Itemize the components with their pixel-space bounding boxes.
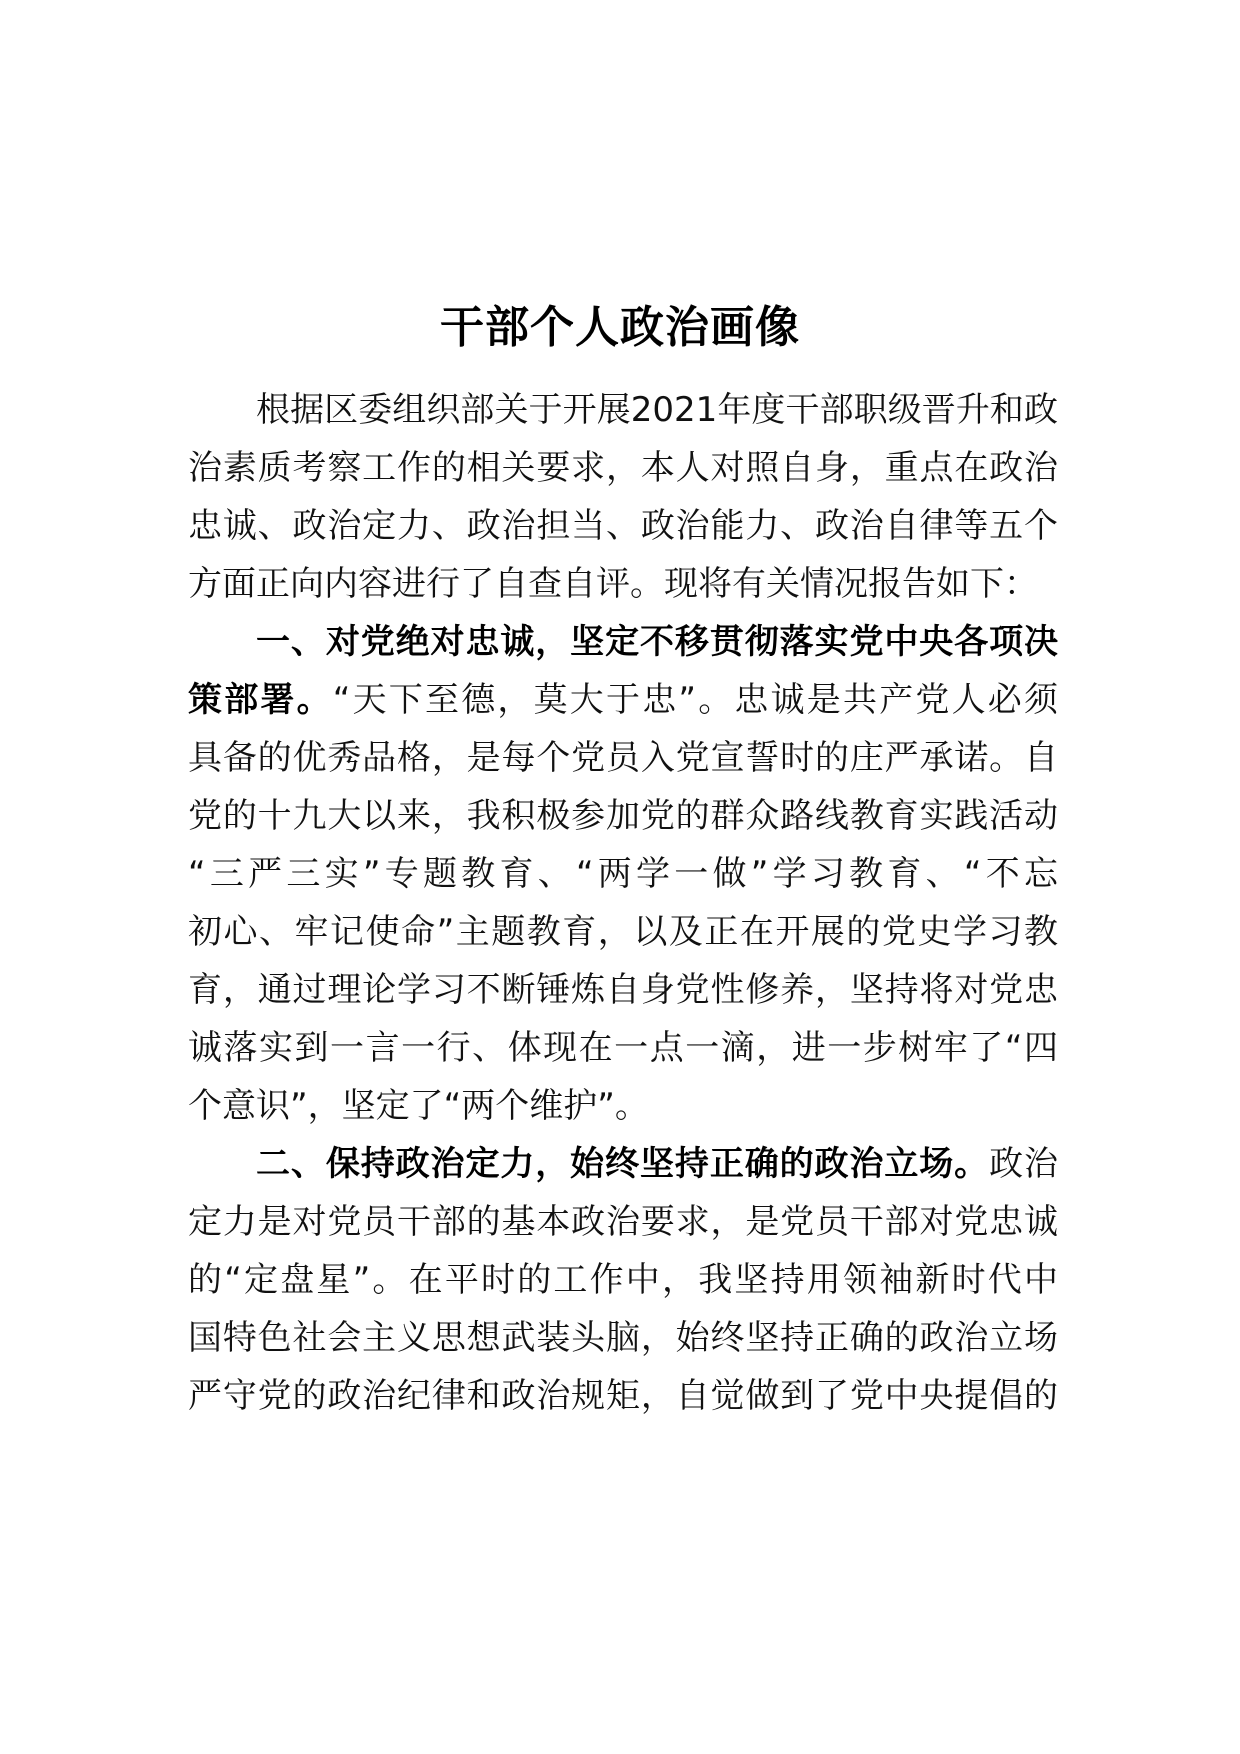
line-text: 诚落实到一言一行、体现在一点一滴，进一步树牢了“四 xyxy=(188,1028,1058,1068)
paragraph-line xyxy=(188,842,1058,906)
document-title: 干部个人政治画像 xyxy=(440,302,800,353)
line-text: 的“定盘星”。在平时的工作中，我坚持用领袖新时代中 xyxy=(188,1260,1058,1300)
line-text: 治素质考察工作的相关要求，本人对照自身，重点在政治 xyxy=(188,448,1058,488)
line-text: 根据区委组织部关于开展2021年度干部职级晋升和政 xyxy=(256,390,1058,430)
line-text: “三严三实”专题教育、“两学一做”学习教育、“不忘 xyxy=(188,854,1058,894)
paragraph-line xyxy=(256,378,1058,442)
line-text: 忠诚、政治定力、政治担当、政治能力、政治自律等五个 xyxy=(188,506,1058,546)
paragraph-line xyxy=(188,494,1058,558)
paragraph-line xyxy=(188,1364,1058,1428)
paragraph-line xyxy=(188,1248,1058,1312)
section-heading: 一、对党绝对忠诚，坚定不移贯彻落实党中央各项决 xyxy=(256,622,1058,662)
paragraph-line xyxy=(188,1016,1058,1080)
paragraph-line xyxy=(188,784,1058,848)
section-heading-line xyxy=(256,1132,1058,1196)
line-text: 方面正向内容进行了自查自评。现将有关情况报告如下： xyxy=(188,564,1038,604)
line-text: 个意识”，坚定了“两个维护”。 xyxy=(188,1086,649,1126)
line-text: 具备的优秀品格，是每个党员入党宣誓时的庄严承诺。自 xyxy=(188,738,1058,778)
paragraph-line xyxy=(188,552,1058,616)
paragraph-line xyxy=(188,1190,1058,1254)
paragraph-line xyxy=(188,436,1058,500)
line-text: “天下至德，莫大于忠”。忠诚是共产党人必须 xyxy=(332,680,1058,720)
section-heading: 策部署。 xyxy=(188,680,333,720)
line-text: 国特色社会主义思想武装头脑，始终坚持正确的政治立场 xyxy=(188,1318,1058,1358)
paragraph-line xyxy=(188,668,1058,732)
line-text: 初心、牢记使命”主题教育，以及正在开展的党史学习教 xyxy=(188,912,1058,952)
section-heading: 二、保持政治定力，始终坚持正确的政治立场。 xyxy=(256,1144,990,1184)
paragraph-line xyxy=(188,958,1058,1022)
line-text: 严守党的政治纪律和政治规矩，自觉做到了党中央提倡的 xyxy=(188,1376,1058,1416)
paragraph-line xyxy=(188,726,1058,790)
line-text: 定力是对党员干部的基本政治要求，是党员干部对党忠诚 xyxy=(188,1202,1058,1242)
line-text: 党的十九大以来，我积极参加党的群众路线教育实践活动 xyxy=(188,796,1058,836)
paragraph-line xyxy=(188,900,1058,964)
line-text: 政治 xyxy=(989,1144,1058,1184)
paragraph-line xyxy=(188,1074,1058,1138)
line-text: 育，通过理论学习不断锤炼自身党性修养，坚持将对党忠 xyxy=(188,970,1058,1010)
section-heading-line xyxy=(256,610,1058,674)
paragraph-line xyxy=(188,1306,1058,1370)
